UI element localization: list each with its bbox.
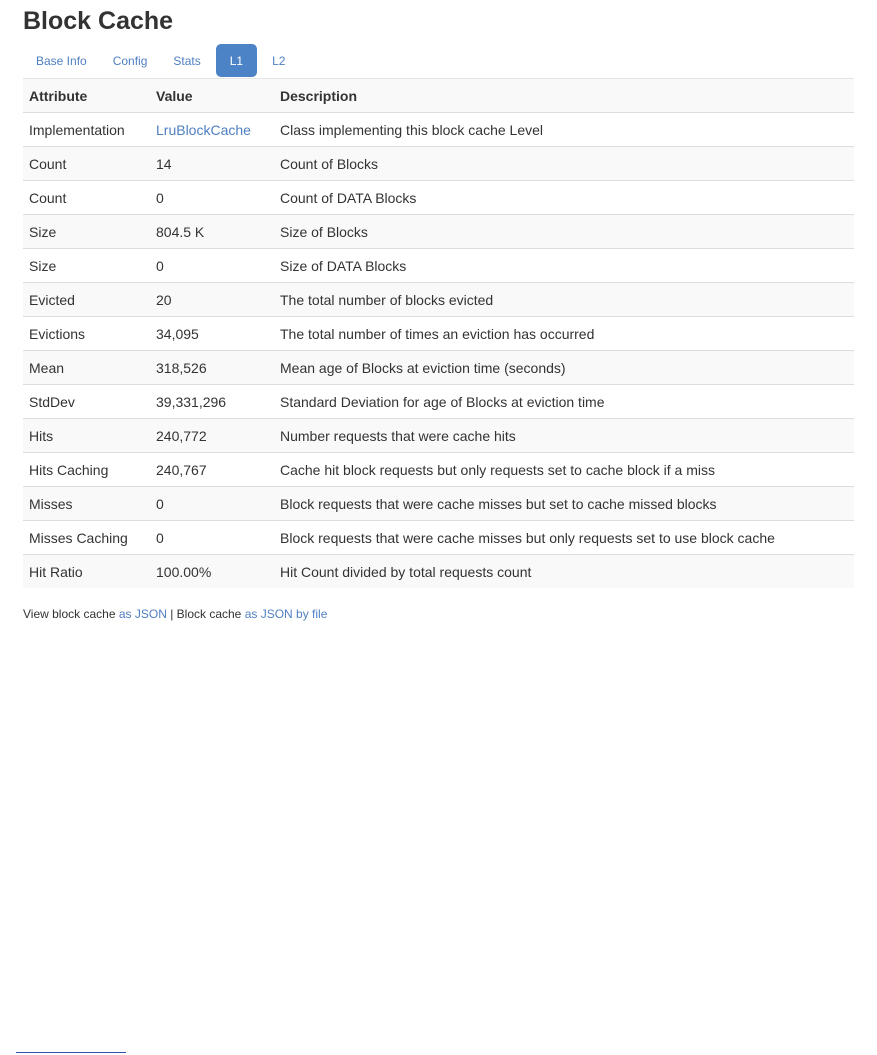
page-title: Block Cache	[23, 7, 174, 35]
table-row	[23, 147, 854, 181]
table-row	[23, 215, 854, 249]
table-row	[23, 351, 854, 385]
table-row	[23, 555, 854, 589]
description-cell: Block requests that were cache misses but only requests set to use block cache	[274, 521, 854, 555]
description-cell: Hit Count divided by total requests count	[274, 555, 854, 589]
as-json-by-file-link[interactable]: as JSON by file	[244, 607, 328, 621]
table-row	[23, 453, 854, 487]
value-cell: 0	[150, 521, 274, 555]
attribute-cell: Mean	[23, 351, 150, 385]
header-attribute: Attribute	[23, 79, 150, 113]
table-header-row	[23, 79, 854, 113]
description-cell: Mean age of Blocks at eviction time (seconds)	[274, 351, 854, 385]
attribute-cell: Misses Caching	[23, 521, 150, 555]
table-row	[23, 487, 854, 521]
description-cell: The total number of times an eviction has occurred	[274, 317, 854, 351]
attribute-cell: Evictions	[23, 317, 150, 351]
value-cell: 34,095	[150, 317, 274, 351]
value-cell	[150, 113, 274, 147]
description-cell: Size of DATA Blocks	[274, 249, 854, 283]
table-row	[23, 419, 854, 453]
attribute-cell: Hits	[23, 419, 150, 453]
value-cell: 0	[150, 181, 274, 215]
json-links-line	[23, 607, 854, 621]
attribute-cell: Hit Ratio	[23, 555, 150, 589]
attribute-cell: Hits Caching	[23, 453, 150, 487]
value-cell: 39,331,296	[150, 385, 274, 419]
table-row	[23, 317, 854, 351]
implementation-link[interactable]: LruBlockCache	[156, 121, 251, 138]
tab-bar	[23, 44, 854, 77]
bottom-divider	[16, 1052, 126, 1053]
table-row	[23, 283, 854, 317]
description-cell: Size of Blocks	[274, 215, 854, 249]
attribute-cell: Count	[23, 147, 150, 181]
attribute-cell: Evicted	[23, 283, 150, 317]
value-cell: 240,767	[150, 453, 274, 487]
tab-stats[interactable]: Stats	[173, 53, 201, 68]
value-cell: 14	[150, 147, 274, 181]
value-cell: 0	[150, 487, 274, 521]
description-cell: Class implementing this block cache Level	[274, 113, 854, 147]
header-value: Value	[150, 79, 274, 113]
value-cell: 240,772	[150, 419, 274, 453]
footer-prefix-text: View block cache	[23, 607, 119, 621]
as-json-link[interactable]: as JSON	[118, 607, 167, 621]
block-cache-table	[23, 78, 854, 588]
attribute-cell: Count	[23, 181, 150, 215]
table-row	[23, 181, 854, 215]
attribute-cell: Size	[23, 215, 150, 249]
tab-config[interactable]: Config	[112, 53, 148, 68]
description-cell: Number requests that were cache hits	[274, 419, 854, 453]
table-row	[23, 521, 854, 555]
attribute-cell: Size	[23, 249, 150, 283]
footer-separator-text: | Block cache	[166, 607, 245, 621]
attribute-cell: Implementation	[23, 113, 150, 147]
description-cell: The total number of blocks evicted	[274, 283, 854, 317]
table-row	[23, 249, 854, 283]
attribute-cell: StdDev	[23, 385, 150, 419]
description-cell: Block requests that were cache misses but set to cache missed blocks	[274, 487, 854, 521]
table-row	[23, 385, 854, 419]
tab-l2[interactable]: L2	[272, 53, 286, 68]
description-cell: Count of Blocks	[274, 147, 854, 181]
value-cell: 0	[150, 249, 274, 283]
description-cell: Standard Deviation for age of Blocks at eviction time	[274, 385, 854, 419]
description-cell: Count of DATA Blocks	[274, 181, 854, 215]
tab-base-info[interactable]: Base Info	[36, 53, 87, 68]
value-cell: 100.00%	[150, 555, 274, 589]
attribute-cell: Misses	[23, 487, 150, 521]
description-cell: Cache hit block requests but only requests set to cache block if a miss	[274, 453, 854, 487]
block-cache-page	[23, 0, 854, 621]
table-row	[23, 113, 854, 147]
tab-l1[interactable]: L1	[216, 44, 257, 77]
header-description: Description	[274, 79, 854, 113]
value-cell: 20	[150, 283, 274, 317]
value-cell: 804.5 K	[150, 215, 274, 249]
value-cell: 318,526	[150, 351, 274, 385]
